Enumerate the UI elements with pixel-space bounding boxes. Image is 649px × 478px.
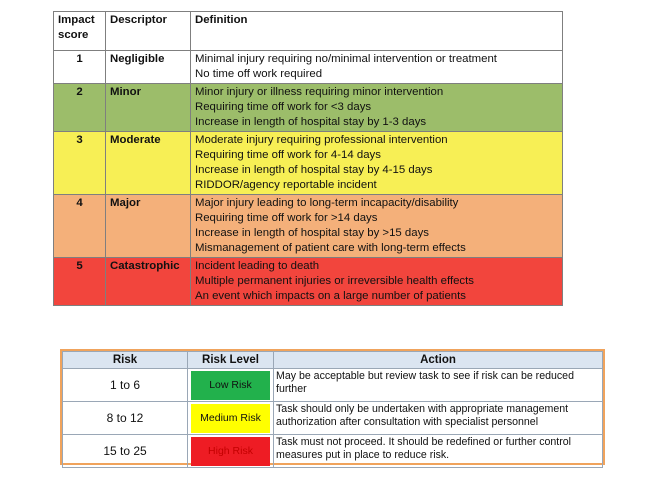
risk-row (63, 402, 603, 435)
risk-range-cell: 8 to 12 (63, 402, 188, 435)
risk-range-cell: 1 to 6 (63, 369, 188, 402)
risk-matrix-frame (60, 349, 605, 465)
risk-action-cell (274, 435, 603, 468)
definition-line: An event which impacts on a large number of patients (195, 290, 466, 302)
impact-descriptor-cell: Negligible (106, 51, 191, 84)
impact-row (54, 132, 563, 195)
risk-level-cell (188, 402, 274, 435)
risk-header: Risk (63, 352, 188, 369)
risk-action-cell (274, 402, 603, 435)
definition-line: Mismanagement of patient care with long-term effects (195, 242, 466, 254)
definition-line: Moderate injury requiring professional intervention (195, 134, 448, 146)
impact-row (54, 195, 563, 258)
impact-score-header (54, 12, 106, 51)
impact-definition-cell (191, 132, 563, 195)
impact-descriptor-cell: Major (106, 195, 191, 258)
impact-score-table (53, 11, 563, 306)
definition-line: RIDDOR/agency reportable incident (195, 179, 377, 191)
action-line: Task should only be undertaken with appropriate management (276, 403, 569, 415)
risk-level-badge: Medium Risk (191, 404, 270, 433)
impact-row (54, 51, 563, 84)
action-line: Task must not proceed. It should be redefined or further control (276, 436, 572, 448)
risk-level-cell (188, 435, 274, 468)
definition-line: Requiring time off work for >14 days (195, 212, 378, 224)
action-line: measures put in place to reduce risk. (276, 449, 450, 461)
impact-row (54, 258, 563, 306)
definition-line: Minimal injury requiring no/minimal intervention or treatment (195, 53, 497, 65)
definition-line: Major injury leading to long-term incapacity/disability (195, 197, 459, 209)
definition-header: Definition (191, 12, 563, 51)
impact-row (54, 84, 563, 132)
impact-score-cell: 5 (54, 258, 106, 306)
impact-header-row (54, 12, 563, 51)
definition-line: Minor injury or illness requiring minor intervention (195, 86, 444, 98)
impact-score-cell: 3 (54, 132, 106, 195)
definition-line: Increase in length of hospital stay by 4-15 days (195, 164, 433, 176)
risk-row (63, 369, 603, 402)
impact-descriptor-cell: Catastrophic (106, 258, 191, 306)
action-line: authorization after consultation with specialist personnel (276, 416, 539, 428)
impact-definition-cell (191, 258, 563, 306)
definition-line: Increase in length of hospital stay by >15 days (195, 227, 429, 239)
risk-header-row (63, 352, 603, 369)
risk-level-badge: High Risk (191, 437, 270, 466)
risk-level-cell (188, 369, 274, 402)
risk-row (63, 435, 603, 468)
impact-descriptor-cell: Moderate (106, 132, 191, 195)
definition-line: Requiring time off work for 4-14 days (195, 149, 381, 161)
definition-line: Multiple permanent injuries or irreversible health effects (195, 275, 474, 287)
action-line: May be acceptable but review task to see if risk can be reduced (276, 370, 574, 382)
risk-action-cell (274, 369, 603, 402)
action-header: Action (274, 352, 603, 369)
definition-line: Incident leading to death (195, 260, 320, 272)
definition-line: Increase in length of hospital stay by 1-3 days (195, 116, 427, 128)
impact-definition-cell (191, 51, 563, 84)
impact-score-cell: 2 (54, 84, 106, 132)
definition-line: Requiring time off work for <3 days (195, 101, 372, 113)
risk-level-table (62, 351, 603, 468)
impact-definition-cell (191, 84, 563, 132)
risk-level-badge: Low Risk (191, 371, 270, 400)
descriptor-header: Descriptor (106, 12, 191, 51)
impact-descriptor-cell: Minor (106, 84, 191, 132)
impact-score-header-line1: Impact (58, 14, 95, 26)
risk-level-header: Risk Level (188, 352, 274, 369)
action-line: further (276, 383, 307, 395)
impact-score-cell: 1 (54, 51, 106, 84)
impact-score-cell: 4 (54, 195, 106, 258)
impact-definition-cell (191, 195, 563, 258)
impact-score-header-line2: score (58, 29, 89, 41)
risk-range-cell: 15 to 25 (63, 435, 188, 468)
definition-line: No time off work required (195, 68, 323, 80)
